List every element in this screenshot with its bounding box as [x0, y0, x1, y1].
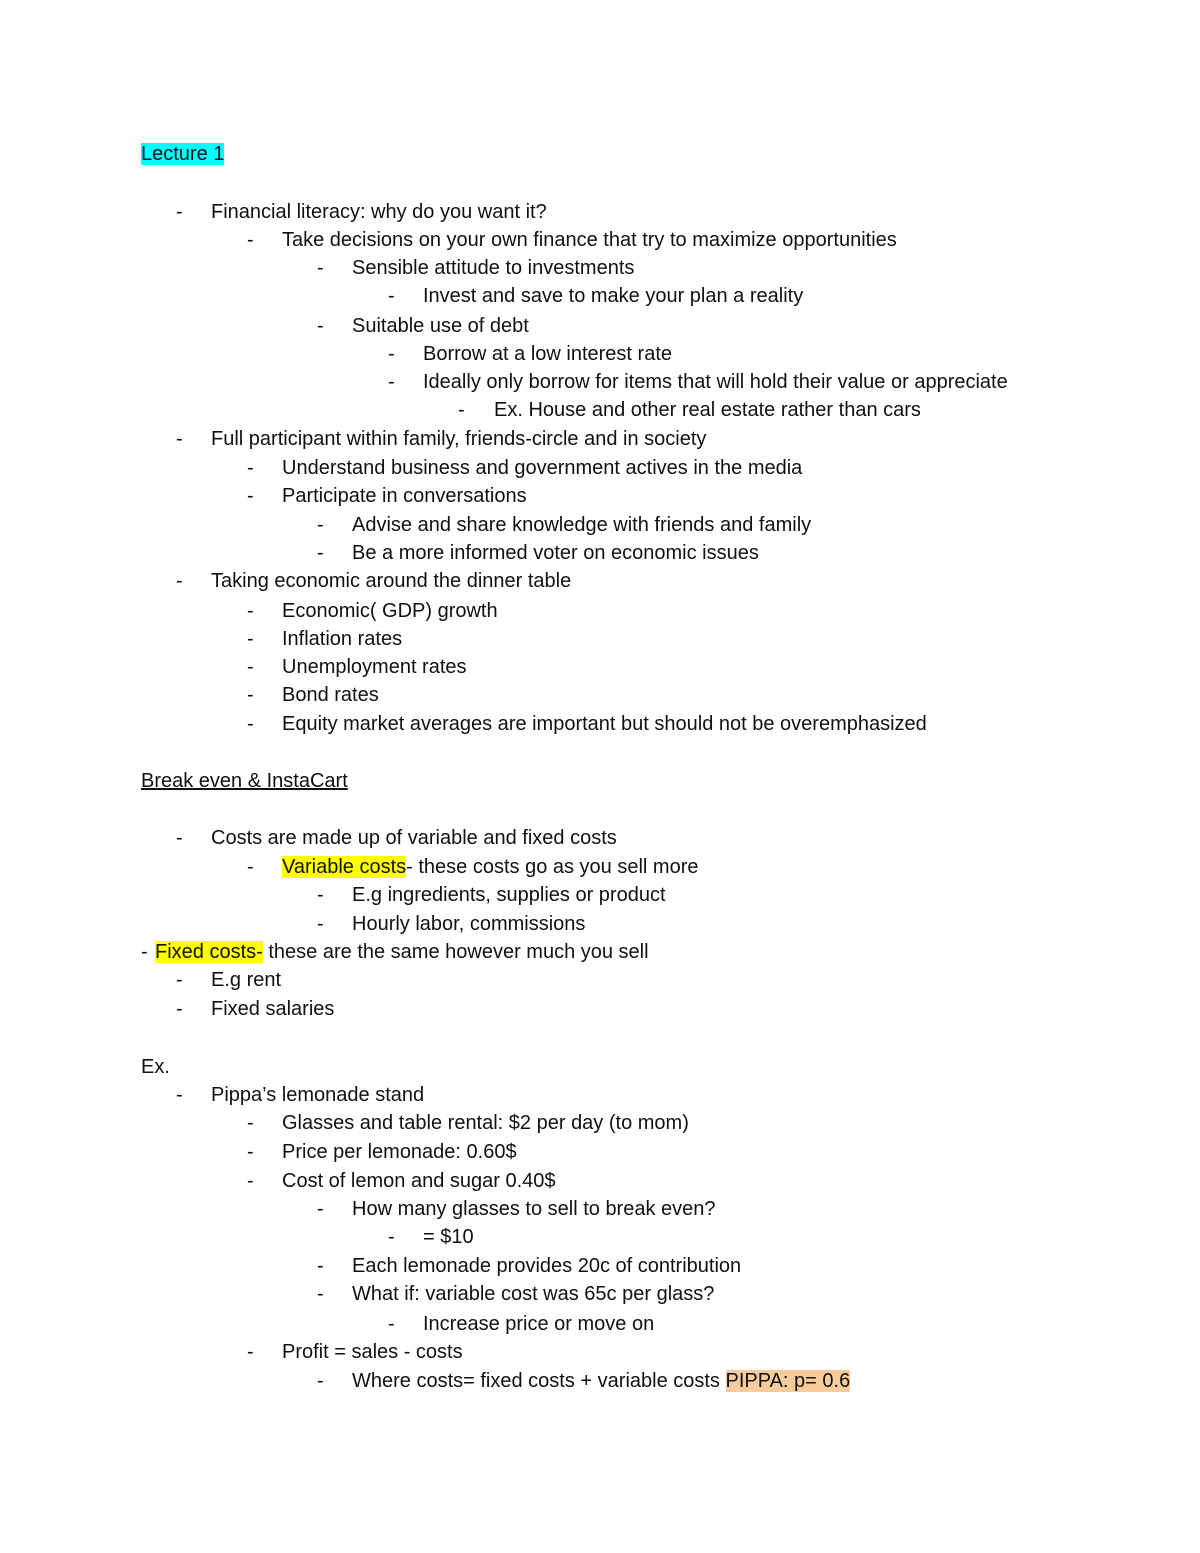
line-text: Price per lemonade: 0.60$	[282, 1141, 517, 1163]
note-line	[155, 938, 649, 966]
note-line	[352, 539, 759, 567]
note-line	[352, 1280, 714, 1308]
line-text: Ex. House and other real estate rather than cars	[494, 399, 921, 421]
bullet-dash: -	[176, 201, 183, 223]
bullet-dash: -	[317, 1370, 324, 1392]
line-text: Increase price or move on	[423, 1313, 655, 1335]
line-text: Costs are made up of variable and fixed costs	[211, 827, 617, 849]
line-text: Inflation rates	[282, 628, 403, 650]
note-line	[282, 1109, 689, 1137]
bullet-dash: -	[247, 457, 254, 479]
bullet-dash: -	[317, 913, 324, 935]
highlighted-text: Variable costs	[282, 856, 407, 878]
bullet-dash: -	[317, 542, 324, 564]
note-line	[423, 282, 803, 310]
line-text: E.g ingredients, supplies or product	[352, 884, 666, 906]
line-text: Economic( GDP) growth	[282, 600, 498, 622]
line-text: - these costs go as you sell more	[406, 856, 699, 878]
highlighted-text: Lecture 1	[141, 143, 225, 165]
line-text: Cost of lemon and sugar 0.40$	[282, 1170, 556, 1192]
note-line	[282, 653, 467, 681]
note-line	[211, 995, 334, 1023]
bullet-dash: -	[247, 1141, 254, 1163]
line-text: Financial literacy: why do you want it?	[211, 201, 547, 223]
line-text: Each lemonade provides 20c of contribution	[352, 1255, 742, 1277]
line-text: these are the same however much you sell	[262, 941, 649, 963]
line-text: Fixed salaries	[211, 998, 335, 1020]
bullet-dash: -	[317, 884, 324, 906]
note-line	[352, 1367, 850, 1395]
bullet-dash: -	[247, 600, 254, 622]
line-text: Borrow at a low interest rate	[423, 343, 672, 365]
line-text: Advise and share knowledge with friends and family	[352, 514, 812, 536]
line-text: = $10	[423, 1226, 474, 1248]
line-text: Unemployment rates	[282, 656, 467, 678]
line-text: Glasses and table rental: $2 per day (to mom)	[282, 1112, 689, 1134]
note-line	[352, 1195, 716, 1223]
note-line	[352, 1252, 741, 1280]
line-text: Participate in conversations	[282, 485, 527, 507]
line-text: Sensible attitude to investments	[352, 257, 635, 279]
bullet-dash: -	[247, 485, 254, 507]
line-text: Pippa’s lemonade stand	[211, 1084, 425, 1106]
break-even-heading	[141, 767, 348, 795]
bullet-dash: -	[176, 969, 183, 991]
bullet-dash: -	[388, 371, 395, 393]
note-line	[282, 226, 897, 254]
bullet-dash: -	[176, 428, 183, 450]
note-line	[282, 681, 379, 709]
note-line	[211, 567, 571, 595]
bullet-dash: -	[388, 1313, 395, 1335]
bullet-dash: -	[247, 713, 254, 735]
note-line	[282, 1167, 556, 1195]
line-text: Be a more informed voter on economic issues	[352, 542, 759, 564]
note-line	[282, 597, 498, 625]
bullet-dash: -	[141, 941, 148, 963]
bullet-dash: -	[247, 229, 254, 251]
bullet-dash: -	[247, 1341, 254, 1363]
ex-heading	[141, 1053, 170, 1081]
bullet-dash: -	[176, 827, 183, 849]
note-line	[352, 881, 666, 909]
bullet-dash: -	[388, 343, 395, 365]
note-line	[282, 482, 527, 510]
bullet-dash: -	[317, 1283, 324, 1305]
line-text: E.g rent	[211, 969, 282, 991]
bullet-dash: -	[176, 998, 183, 1020]
line-text: Understand business and government actives in the media	[282, 457, 803, 479]
bullet-dash: -	[247, 1112, 254, 1134]
line-text: Suitable use of debt	[352, 315, 529, 337]
bullet-dash: -	[317, 514, 324, 536]
line-text: Equity market averages are important but should not be overemphasized	[282, 713, 927, 735]
note-line	[423, 340, 672, 368]
line-text: Profit = sales - costs	[282, 1341, 463, 1363]
note-line	[282, 1338, 463, 1366]
note-line	[352, 254, 634, 282]
note-line	[282, 710, 927, 738]
bullet-dash: -	[317, 257, 324, 279]
note-line	[352, 511, 811, 539]
line-text: How many glasses to sell to break even?	[352, 1198, 716, 1220]
highlighted-text: Fixed costs-	[155, 941, 263, 963]
line-text: Where costs= fixed costs + variable costs	[352, 1370, 726, 1392]
note-line	[494, 396, 921, 424]
bullet-dash: -	[458, 399, 465, 421]
note-line	[211, 824, 617, 852]
note-line	[423, 368, 1008, 396]
bullet-dash: -	[317, 1255, 324, 1277]
highlighted-text: PIPPA: p= 0.6	[725, 1370, 851, 1392]
line-text: Break even & InstaCart	[141, 770, 348, 792]
note-line	[211, 425, 706, 453]
note-line	[282, 625, 402, 653]
bullet-dash: -	[247, 856, 254, 878]
note-line	[211, 198, 547, 226]
bullet-dash: -	[247, 628, 254, 650]
note-line	[423, 1310, 654, 1338]
line-text: Full participant within family, friends-circle and in society	[211, 428, 707, 450]
bullet-dash: -	[317, 1198, 324, 1220]
note-line	[423, 1223, 474, 1251]
bullet-dash: -	[247, 684, 254, 706]
line-text: Invest and save to make your plan a reality	[423, 285, 804, 307]
line-text: Bond rates	[282, 684, 379, 706]
bullet-dash: -	[388, 1226, 395, 1248]
line-text: Hourly labor, commissions	[352, 913, 586, 935]
note-line	[352, 312, 529, 340]
bullet-dash: -	[247, 656, 254, 678]
line-text: What if: variable cost was 65c per glass?	[352, 1283, 715, 1305]
lecture-heading	[141, 140, 224, 168]
line-text: Take decisions on your own finance that try to maximize opportunities	[282, 229, 897, 251]
bullet-dash: -	[317, 315, 324, 337]
line-text: Ideally only borrow for items that will hold their value or appreciate	[423, 371, 1008, 393]
note-line	[282, 454, 802, 482]
note-line	[282, 1138, 517, 1166]
note-line	[352, 910, 585, 938]
line-text: Ex.	[141, 1056, 170, 1078]
line-text: Taking economic around the dinner table	[211, 570, 572, 592]
note-line	[211, 1081, 424, 1109]
note-line	[282, 853, 699, 881]
bullet-dash: -	[176, 570, 183, 592]
bullet-dash: -	[388, 285, 395, 307]
note-line	[211, 966, 281, 994]
bullet-dash: -	[176, 1084, 183, 1106]
bullet-dash: -	[247, 1170, 254, 1192]
